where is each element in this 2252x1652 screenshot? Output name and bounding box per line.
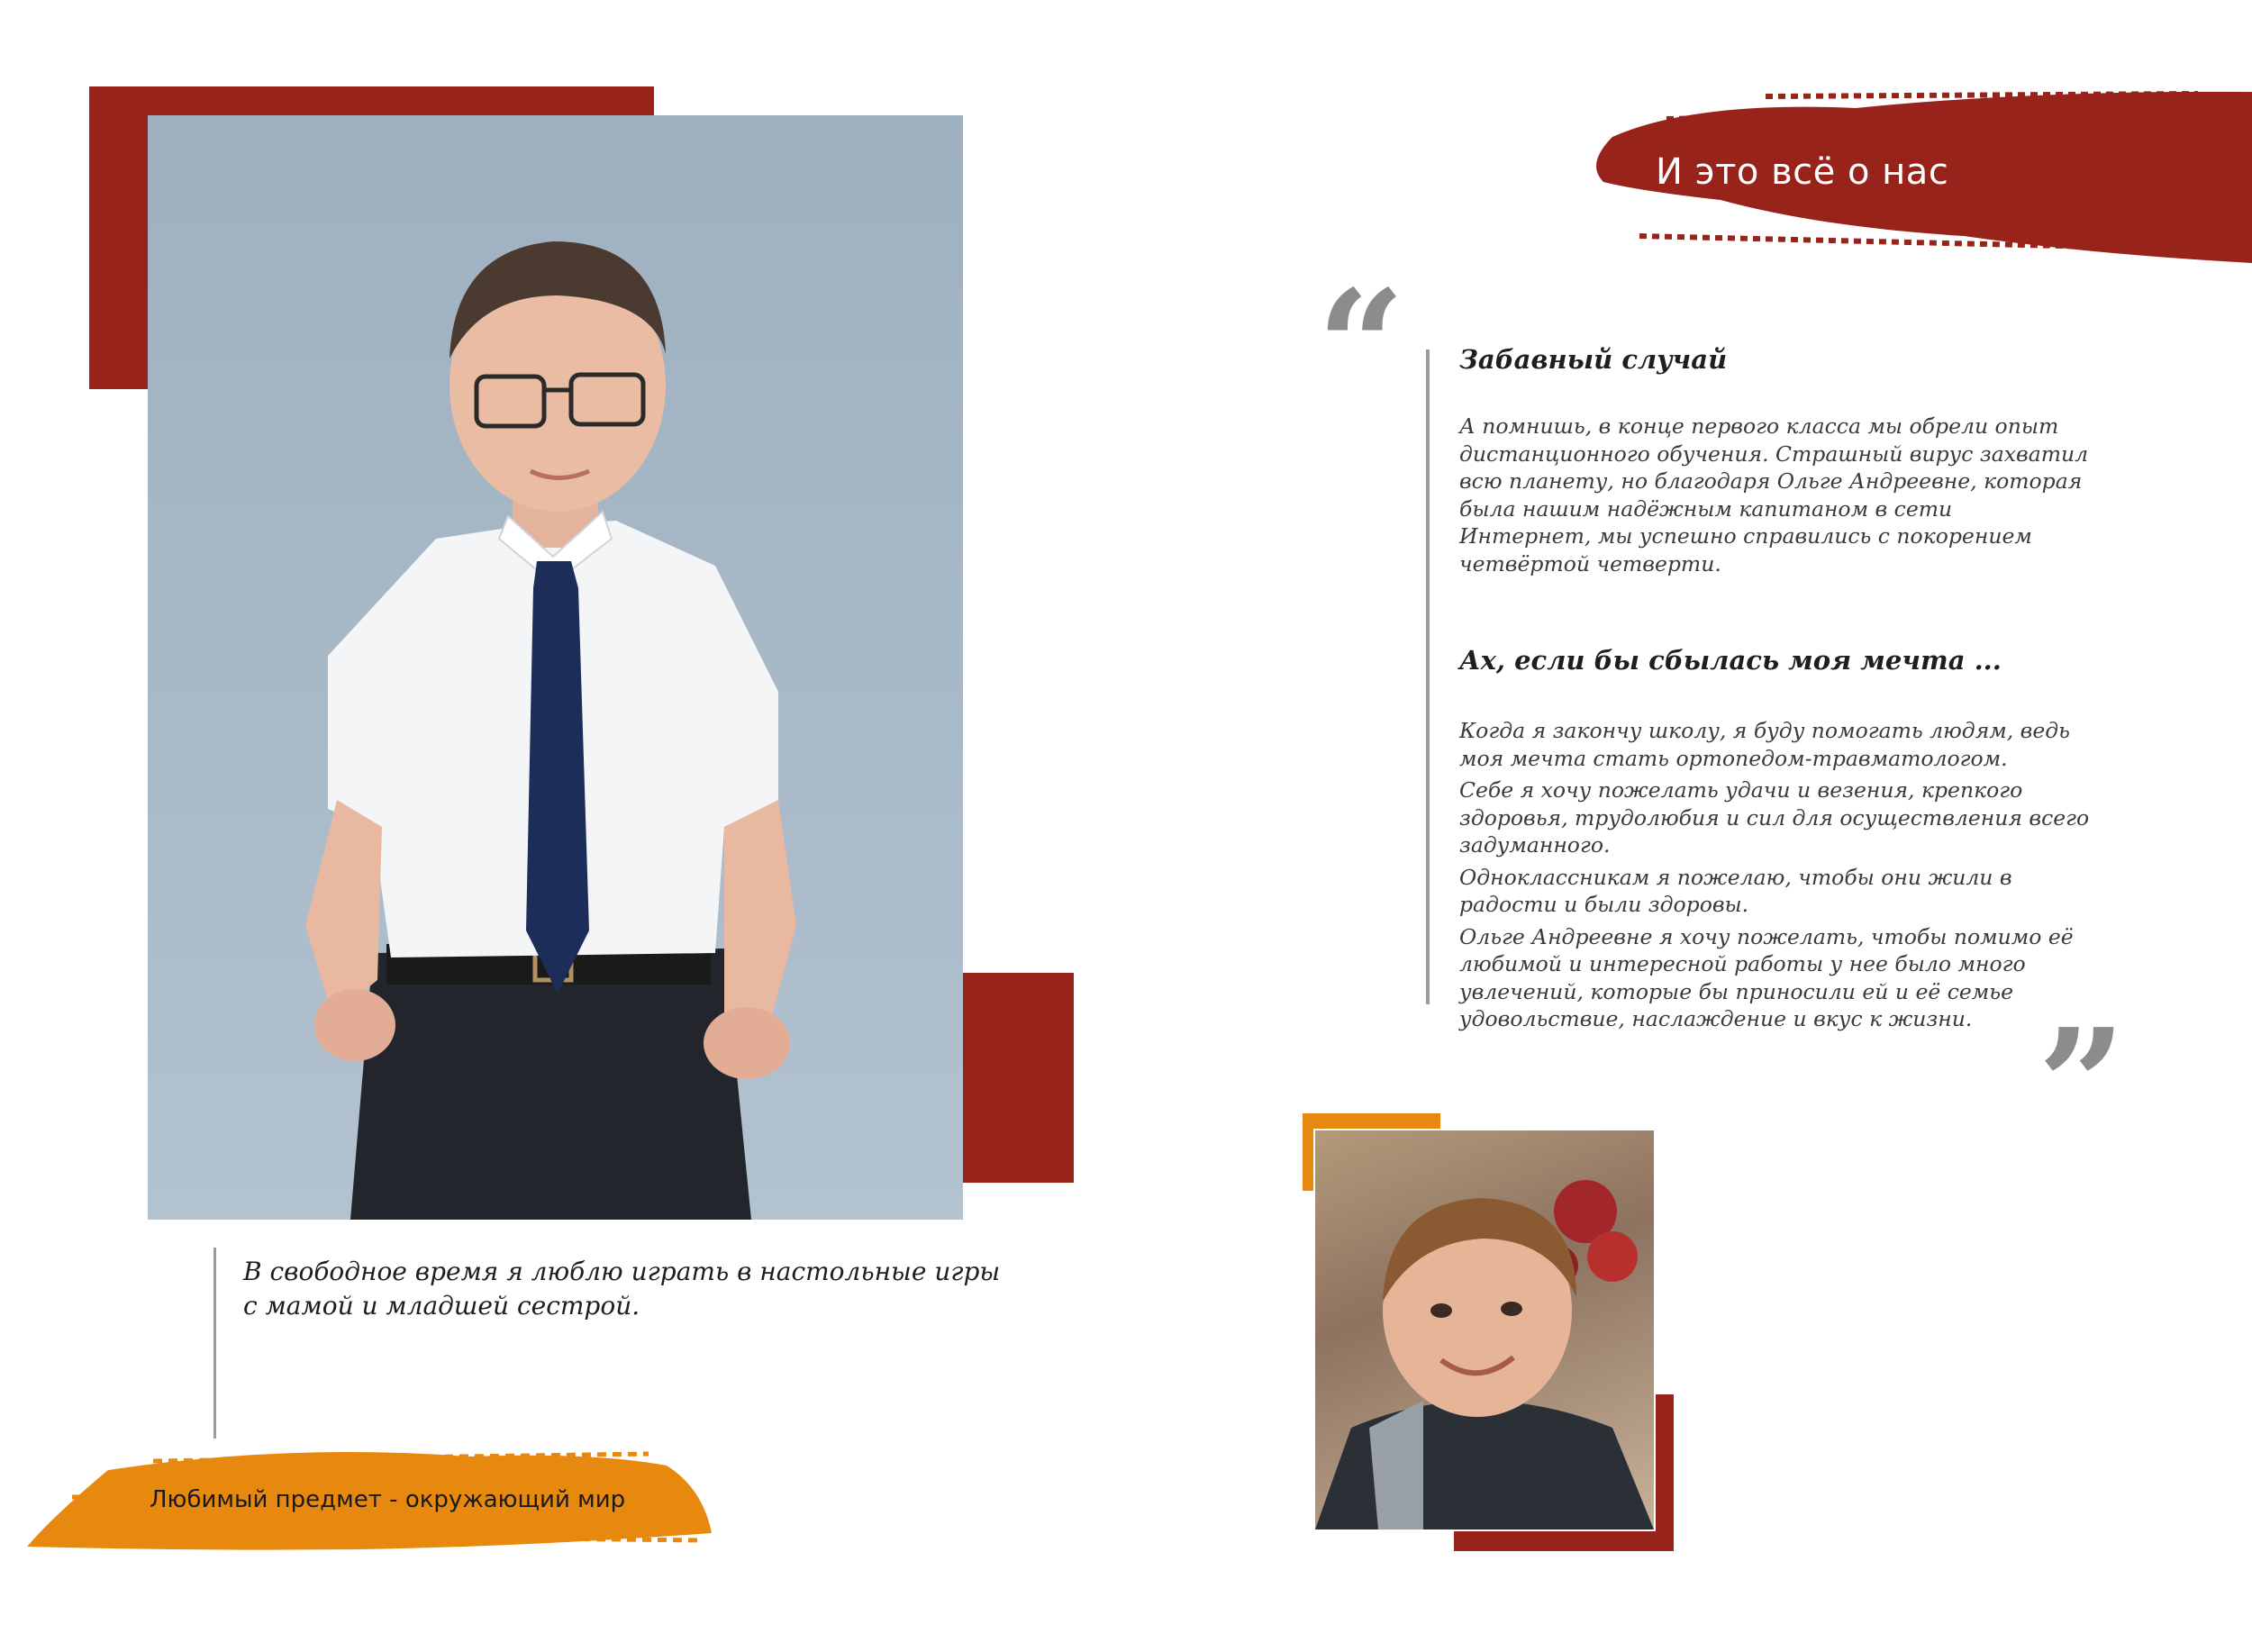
funny-case-text: А помнишь, в конце первого класса мы обрели опыт дистанционного обучения. Страшный вирус захватил всю планету, но благодаря Ольге Андреевне, которая была нашим надёжным капитаном в сети Интернет, мы успешно справились с покорением четвёртой четверти.: [1459, 413, 2089, 576]
dream-text: [1459, 717, 2090, 1033]
dream-heading: Ах, если бы сбылась моя мечта ...: [1459, 645, 2002, 676]
boy-portrait-illustration: [148, 115, 963, 1220]
hobby-divider: [213, 1248, 216, 1439]
hobby-text: В свободное время я люблю играть в настольные игры с мамой и младшей сестрой.: [243, 1257, 1001, 1321]
quote-divider: [1426, 349, 1430, 1004]
dream-paragraph: Одноклассникам я пожелаю, чтобы они жили в радости и были здоровы.: [1459, 864, 2012, 917]
open-quote-icon: “: [1317, 257, 1405, 437]
child-portrait-illustration: [1315, 1130, 1654, 1529]
dream-paragraph: Когда я закончу школу, я буду помогать людям, ведь моя мечта стать ортопедом-травматологом.: [1459, 718, 2070, 771]
funny-case-heading: Забавный случай: [1459, 344, 1728, 375]
dream-paragraph: Себе я хочу пожелать удачи и везения, крепкого здоровья, трудолюбия и сил для осуществления всего задуманного.: [1459, 777, 2090, 858]
favorite-subject-label: Любимый предмет - окружающий мир: [150, 1486, 626, 1513]
childhood-photo: [1313, 1129, 1656, 1531]
page-title: И это всё о нас: [1656, 151, 1949, 193]
dream-paragraph: Ольге Андреевне я хочу пожелать, чтобы помимо её любимой и интересной работы у нее было много увлечений, которые бы приносили ей и её семье удовольствие, наслаждение и вкус к жизни.: [1459, 923, 2074, 1031]
portrait-photo: [148, 115, 963, 1220]
close-quote-icon: ”: [2038, 995, 2126, 1175]
